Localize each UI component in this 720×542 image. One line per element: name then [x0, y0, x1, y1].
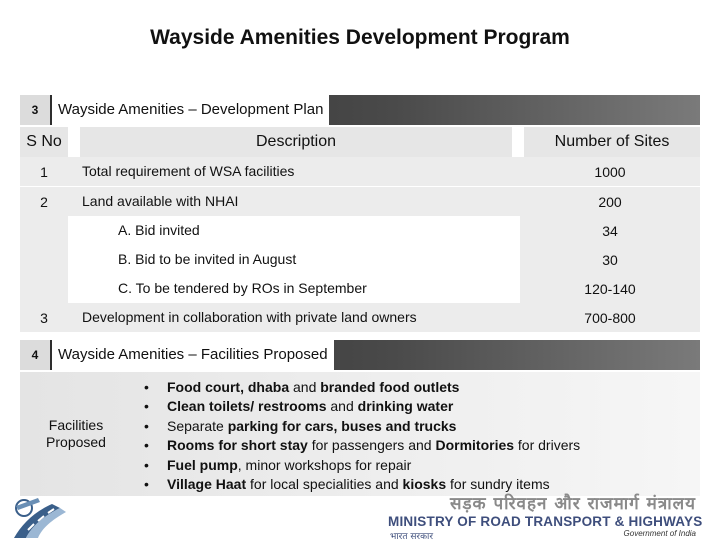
row-sno: 1	[40, 163, 48, 180]
item-text-1: , minor workshops for repair	[237, 456, 412, 473]
table-row	[20, 303, 700, 333]
table-row	[20, 274, 700, 304]
row-description: A. Bid invited	[118, 222, 200, 238]
section-3-title: Wayside Amenities – Development Plan	[52, 95, 329, 125]
row-sites: 200	[598, 193, 622, 210]
row-sites: 1000	[594, 163, 626, 180]
section-3-number: 3	[20, 95, 50, 125]
row-description: B. Bid to be invited in August	[118, 251, 297, 267]
header-sno: S No	[20, 127, 68, 157]
list-item	[144, 378, 580, 397]
header-sites: Number of Sites	[524, 127, 700, 157]
bharat-sarkar-text: भारत सरकार	[390, 532, 434, 542]
bullet-icon: •	[144, 417, 149, 434]
item-bold-2: Dormitories	[435, 437, 515, 454]
row-description: Land available with NHAI	[82, 193, 239, 209]
row-sites: 120-140	[520, 274, 700, 303]
row-sno	[20, 245, 68, 274]
road-logo-icon	[8, 494, 78, 540]
ministry-english-name: MINISTRY OF ROAD TRANSPORT & HIGHWAYS	[388, 514, 703, 529]
row-sites: 30	[520, 245, 700, 274]
row-description: Total requirement of WSA facilities	[82, 163, 295, 179]
item-bold-1: Rooms for short stay	[167, 437, 308, 454]
table-row	[20, 245, 700, 275]
row-sites: 700-800	[584, 309, 636, 326]
item-text-1: Separate	[167, 417, 228, 434]
bullet-icon: •	[144, 456, 149, 473]
header-description: Description	[80, 127, 512, 157]
section-4-number: 4	[20, 340, 50, 370]
item-bold-2: drinking water	[357, 398, 454, 415]
bullet-icon: •	[144, 398, 149, 415]
row-sno	[20, 274, 68, 303]
section-4-bar	[20, 340, 700, 370]
page-title: Wayside Amenities Development Program	[150, 26, 570, 49]
row-description: Development in collaboration with private land owners	[82, 309, 417, 325]
item-text-1: and	[326, 398, 358, 415]
list-item	[144, 397, 580, 416]
facilities-box	[20, 372, 700, 496]
facilities-list	[144, 378, 580, 494]
section-4-title: Wayside Amenities – Facilities Proposed	[52, 340, 334, 370]
item-text-1: for local specialities and	[246, 476, 403, 493]
row-sno	[20, 216, 68, 245]
bullet-icon: •	[144, 437, 149, 454]
row-sno: 3	[40, 309, 48, 326]
list-item	[144, 456, 580, 475]
item-text-1: for passengers and	[307, 437, 436, 454]
list-item	[144, 436, 580, 455]
item-text-2: for sundry items	[446, 476, 550, 493]
item-text-1: and	[289, 379, 321, 395]
list-item	[144, 475, 580, 494]
item-bold-2: parking for cars, buses and trucks	[227, 417, 457, 434]
government-of-india-text: Government of India	[623, 529, 696, 538]
list-item	[144, 417, 580, 436]
row-sno: 2	[40, 193, 48, 210]
table-row	[20, 216, 700, 246]
item-bold-2: kiosks	[402, 476, 447, 493]
section-3-bar	[20, 95, 700, 125]
ministry-hindi-name: सड़क परिवहन और राजमार्ग मंत्रालय	[449, 494, 696, 514]
item-text-2: for drivers	[514, 437, 581, 454]
item-bold-1: Food court, dhaba	[167, 379, 290, 395]
table-row	[20, 187, 700, 217]
bullet-icon: •	[144, 476, 149, 493]
item-bold-1: Clean toilets/ restrooms	[167, 398, 327, 415]
item-bold-1: Village Haat	[167, 476, 247, 493]
item-bold-2: branded food outlets	[320, 379, 460, 395]
item-bold-1: Fuel pump	[167, 456, 238, 473]
bullet-icon: •	[144, 379, 149, 395]
facilities-label: Facilities Proposed	[46, 417, 106, 450]
ministry-logo	[388, 494, 703, 542]
row-description: C. To be tendered by ROs in September	[118, 280, 367, 296]
table-row	[20, 157, 700, 187]
row-sites: 34	[520, 216, 700, 245]
